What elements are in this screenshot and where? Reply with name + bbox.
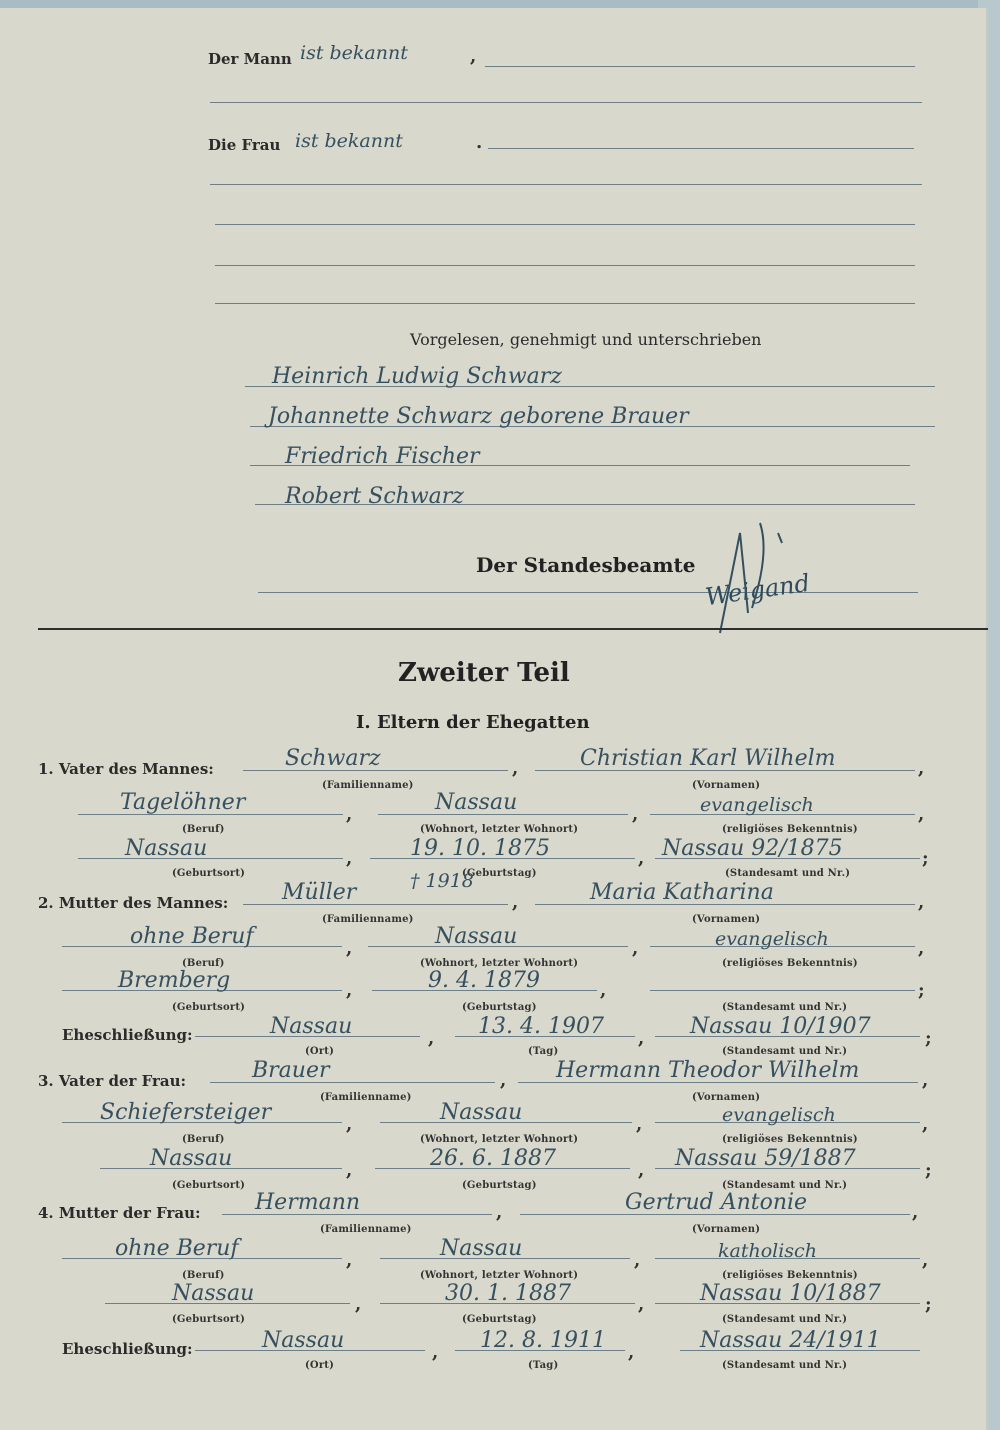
- person-3-wohnort: Nassau: [440, 1100, 523, 1125]
- person-1-wohnort: Nassau: [435, 790, 518, 815]
- caption-bekenntnis: (religiöses Bekenntnis): [722, 1134, 858, 1145]
- comma: ,: [512, 758, 519, 779]
- form-line: [488, 148, 914, 149]
- comma: ,: [346, 938, 353, 959]
- comma: ,: [428, 1028, 435, 1049]
- caption-familienname: (Familienname): [322, 914, 414, 925]
- comma: ,: [918, 804, 925, 825]
- caption-beruf: (Beruf): [182, 958, 225, 969]
- form-line: [650, 990, 915, 991]
- person-2-note: † 1918: [410, 870, 474, 892]
- caption-standesamt: (Standesamt und Nr.): [722, 1314, 848, 1325]
- caption-familienname: (Familienname): [320, 1092, 412, 1103]
- comma: ,: [638, 848, 645, 869]
- marriage-2-standesamt: Nassau 24/1911: [700, 1328, 881, 1353]
- caption-geburtsort: (Geburtsort): [172, 1180, 246, 1191]
- person-2-familienname: Müller: [282, 880, 357, 905]
- caption-standesamt: (Standesamt und Nr.): [725, 868, 851, 879]
- caption-familienname: (Familienname): [322, 780, 414, 791]
- subsection-title: I. Eltern der Ehegatten: [356, 712, 590, 733]
- person-3-geburtstag: 26. 6. 1887: [430, 1146, 556, 1171]
- person-2-bekenntnis: evangelisch: [715, 928, 829, 950]
- person-3-standesamt: Nassau 59/1887: [675, 1146, 856, 1171]
- signature-3: Friedrich Fischer: [285, 444, 480, 469]
- comma: ,: [918, 758, 925, 779]
- comma: ,: [638, 1160, 645, 1181]
- caption-bekenntnis: (religiöses Bekenntnis): [722, 824, 858, 835]
- person-1-vornamen: Christian Karl Wilhelm: [580, 746, 836, 771]
- comma: ,: [918, 892, 925, 913]
- form-line: [215, 224, 915, 225]
- period: .: [476, 132, 483, 153]
- person-2-wohnort: Nassau: [435, 924, 518, 949]
- form-line: [215, 303, 915, 304]
- person-3-label: 3. Vater der Frau:: [38, 1072, 187, 1090]
- caption-beruf: (Beruf): [182, 824, 225, 835]
- caption-standesamt: (Standesamt und Nr.): [722, 1180, 848, 1191]
- caption-geburtstag: (Geburtstag): [462, 1314, 537, 1325]
- form-line: [210, 184, 922, 185]
- person-2-vornamen: Maria Katharina: [590, 880, 774, 905]
- form-line: [215, 265, 915, 266]
- registrar-signature: Weigand: [703, 568, 812, 612]
- person-1-familienname: Schwarz: [285, 746, 381, 771]
- caption-bekenntnis: (religiöses Bekenntnis): [722, 958, 858, 969]
- comma: ,: [496, 1202, 503, 1223]
- form-line: [485, 66, 915, 67]
- caption-wohnort: (Wohnort, letzter Wohnort): [420, 1134, 579, 1145]
- comma: ,: [634, 1250, 641, 1271]
- person-1-beruf: Tagelöhner: [120, 790, 246, 815]
- semicolon: ;: [918, 980, 925, 1001]
- comma: ,: [470, 46, 477, 67]
- mann-value: ist bekannt: [300, 42, 408, 64]
- person-2-beruf: ohne Beruf: [130, 924, 254, 949]
- form-page: [0, 8, 988, 1430]
- mann-label: Der Mann: [208, 50, 292, 68]
- marriage-1-tag: 13. 4. 1907: [478, 1014, 604, 1039]
- person-1-standesamt: Nassau 92/1875: [662, 836, 843, 861]
- person-4-geburtstag: 30. 1. 1887: [445, 1281, 571, 1306]
- signature-1: Heinrich Ludwig Schwarz: [272, 364, 562, 389]
- caption-geburtstag: (Geburtstag): [462, 868, 537, 879]
- form-line: [210, 102, 922, 103]
- comma: ,: [432, 1342, 439, 1363]
- comma: ,: [500, 1070, 507, 1091]
- comma: ,: [346, 1114, 353, 1135]
- comma: ,: [512, 892, 519, 913]
- caption-ort: (Ort): [305, 1360, 335, 1371]
- person-3-beruf: Schiefersteiger: [100, 1100, 272, 1125]
- marriage-1-ort: Nassau: [270, 1014, 353, 1039]
- semicolon: ;: [922, 848, 929, 869]
- person-2-label: 2. Mutter des Mannes:: [38, 894, 229, 912]
- semicolon: ;: [925, 1028, 932, 1049]
- section-divider: [38, 628, 988, 630]
- person-2-geburtstag: 9. 4. 1879: [428, 968, 540, 993]
- caption-geburtstag: (Geburtstag): [462, 1002, 537, 1013]
- caption-geburtstag: (Geburtstag): [462, 1180, 537, 1191]
- frau-label: Die Frau: [208, 136, 281, 154]
- caption-wohnort: (Wohnort, letzter Wohnort): [420, 1270, 579, 1281]
- caption-geburtsort: (Geburtsort): [172, 868, 246, 879]
- caption-bekenntnis: (religiöses Bekenntnis): [722, 1270, 858, 1281]
- comma: ,: [632, 938, 639, 959]
- comma: ,: [632, 804, 639, 825]
- registrar-label: Der Standesbeamte: [476, 553, 696, 577]
- caption-vornamen: (Vornamen): [692, 1224, 761, 1235]
- comma: ,: [346, 848, 353, 869]
- caption-geburtsort: (Geburtsort): [172, 1002, 246, 1013]
- caption-wohnort: (Wohnort, letzter Wohnort): [420, 958, 579, 969]
- comma: ,: [922, 1114, 929, 1135]
- comma: ,: [346, 804, 353, 825]
- caption-beruf: (Beruf): [182, 1134, 225, 1145]
- person-3-familienname: Brauer: [252, 1058, 330, 1083]
- semicolon: ;: [925, 1160, 932, 1181]
- person-2-geburtsort: Bremberg: [118, 968, 231, 993]
- form-line: [78, 858, 343, 859]
- caption-standesamt: (Standesamt und Nr.): [722, 1360, 848, 1371]
- person-1-bekenntnis: evangelisch: [700, 794, 814, 816]
- caption-wohnort: (Wohnort, letzter Wohnort): [420, 824, 579, 835]
- marriage-2-ort: Nassau: [262, 1328, 345, 1353]
- comma: ,: [638, 1028, 645, 1049]
- person-4-label: 4. Mutter der Frau:: [38, 1204, 201, 1222]
- person-4-wohnort: Nassau: [440, 1236, 523, 1261]
- person-3-geburtsort: Nassau: [150, 1146, 233, 1171]
- section-title: Zweiter Teil: [398, 658, 570, 688]
- caption-standesamt: (Standesamt und Nr.): [722, 1046, 848, 1057]
- caption-ort: (Ort): [305, 1046, 335, 1057]
- comma: ,: [346, 980, 353, 1001]
- comma: ,: [922, 1070, 929, 1091]
- signature-line: [258, 592, 918, 593]
- person-4-vornamen: Gertrud Antonie: [625, 1190, 808, 1215]
- person-3-bekenntnis: evangelisch: [722, 1104, 836, 1126]
- registrar-signature-stroke-icon: [700, 513, 810, 653]
- comma: ,: [912, 1202, 919, 1223]
- caption-vornamen: (Vornamen): [692, 914, 761, 925]
- comma: ,: [918, 938, 925, 959]
- person-3-vornamen: Hermann Theodor Wilhelm: [556, 1058, 860, 1083]
- signature-4: Robert Schwarz: [285, 484, 464, 509]
- signature-2: Johannette Schwarz geborene Brauer: [268, 404, 689, 429]
- comma: ,: [922, 1250, 929, 1271]
- person-4-standesamt: Nassau 10/1887: [700, 1281, 881, 1306]
- frau-value: ist bekannt: [295, 130, 403, 152]
- comma: ,: [600, 980, 607, 1001]
- comma: ,: [346, 1160, 353, 1181]
- caption-tag: (Tag): [528, 1360, 559, 1371]
- caption-geburtsort: (Geburtsort): [172, 1314, 246, 1325]
- marriage-2-label: Eheschließung:: [62, 1340, 193, 1358]
- semicolon: ;: [925, 1294, 932, 1315]
- comma: ,: [346, 1250, 353, 1271]
- caption-vornamen: (Vornamen): [692, 780, 761, 791]
- caption-vornamen: (Vornamen): [692, 1092, 761, 1103]
- person-4-geburtsort: Nassau: [172, 1281, 255, 1306]
- caption-tag: (Tag): [528, 1046, 559, 1057]
- comma: ,: [628, 1342, 635, 1363]
- person-1-label: 1. Vater des Mannes:: [38, 760, 214, 778]
- person-1-geburtstag: 19. 10. 1875: [410, 836, 550, 861]
- read-statement: Vorgelesen, genehmigt und unterschrieben: [410, 330, 762, 349]
- comma: ,: [638, 1294, 645, 1315]
- person-4-familienname: Hermann: [255, 1190, 361, 1215]
- marriage-2-tag: 12. 8. 1911: [480, 1328, 606, 1353]
- marriage-1-label: Eheschließung:: [62, 1026, 193, 1044]
- caption-standesamt: (Standesamt und Nr.): [722, 1002, 848, 1013]
- marriage-1-standesamt: Nassau 10/1907: [690, 1014, 871, 1039]
- comma: ,: [355, 1294, 362, 1315]
- person-4-beruf: ohne Beruf: [115, 1236, 239, 1261]
- person-4-bekenntnis: katholisch: [718, 1240, 817, 1262]
- caption-familienname: (Familienname): [320, 1224, 412, 1235]
- comma: ,: [636, 1114, 643, 1135]
- caption-beruf: (Beruf): [182, 1270, 225, 1281]
- person-1-geburtsort: Nassau: [125, 836, 208, 861]
